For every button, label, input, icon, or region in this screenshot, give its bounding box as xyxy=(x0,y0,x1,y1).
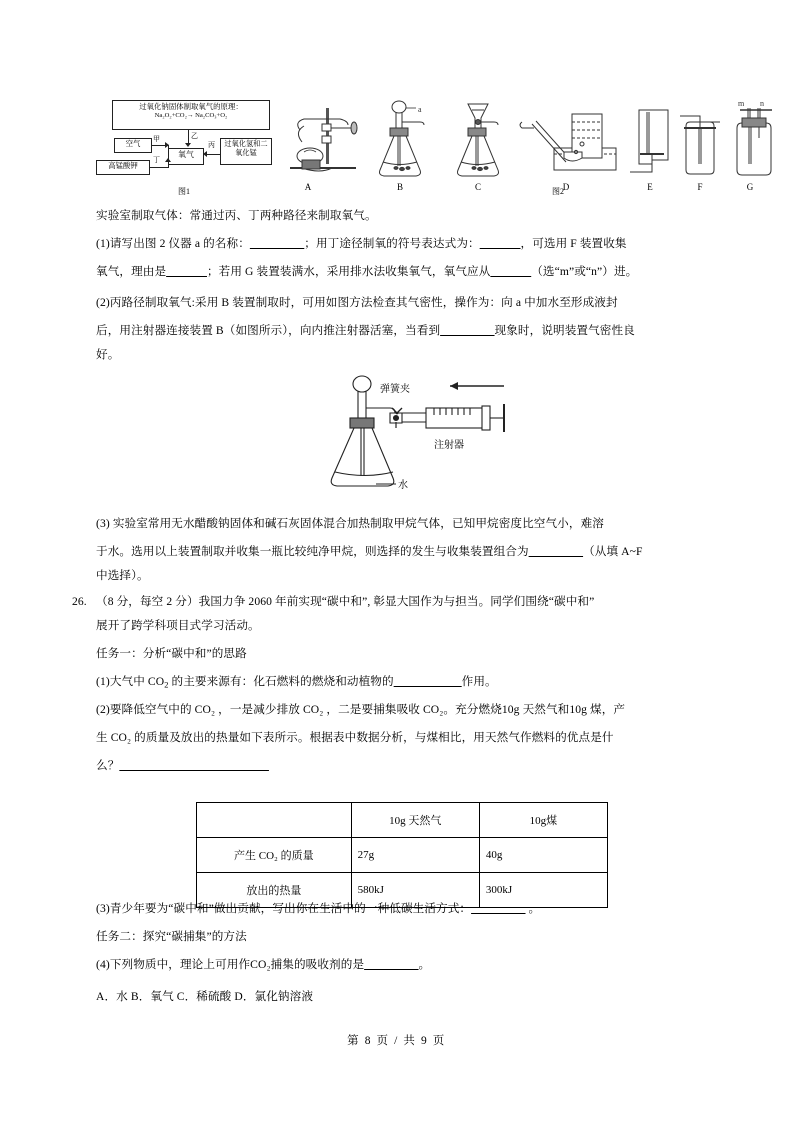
principle-equation: Na₂O₂+CO₂→ Na₂CO₃+O₂ xyxy=(154,111,228,119)
q25-p1-line1: (1)请写出图 2 仪器 a 的名称：＿＿＿＿；用丁途径制氧的符号表达式为：＿＿＿，可选用 F 装置收集 xyxy=(96,237,627,250)
apparatus-a-diagram xyxy=(282,104,374,180)
q25-p3-line2: 于水。选用以上装置制取并收集一瓶比较纯净甲烷，则选择的发生与收集装置组合为＿＿＿＿（从填 A~F xyxy=(96,545,643,558)
apparatus-f-diagram xyxy=(676,106,726,180)
figure-2-caption: 图2 xyxy=(552,187,564,196)
figure-3-airtightness xyxy=(318,372,518,500)
label-yi: 乙 xyxy=(191,132,198,140)
q26-p1: (1)大气中 $CO_2$ 的主要来源有：化石燃料的燃烧和动植物的＿＿＿＿＿作用。 xyxy=(96,675,497,690)
principle-title: 过氧化钠固体制取氧气的原理： xyxy=(139,102,243,111)
q25-p1-line2: 氧气，理由是＿＿＿；若用 G 装置装满水，采用排水法收集氧气，氧气应从＿＿＿（选“m”或“n”）进。 xyxy=(96,265,638,278)
apparatus-g-diagram xyxy=(726,100,782,180)
q26-p2-line3: 么？＿＿＿＿＿＿＿＿＿＿＿ xyxy=(96,759,269,772)
q26-p2-line2: 生 CO₂ 的质量及放出的热量如下表所示。根据表中数据分析，与煤相比，用天然气作燃料的优点是什 xyxy=(96,731,614,744)
arrow-kmno4-rise xyxy=(168,163,169,168)
apparatus-label-f: F xyxy=(697,182,703,192)
figure-1-flowchart xyxy=(96,100,272,202)
arrow-kmno4-head xyxy=(165,158,171,162)
table-corner-cell xyxy=(197,803,352,838)
box-oxygen: 氧气 xyxy=(168,148,204,165)
table-row xyxy=(197,838,608,873)
table-header-row xyxy=(197,803,608,838)
q25-intro: 实验室制取气体：常通过丙、丁两种路径来制取氧气。 xyxy=(96,209,377,222)
label-water: 水 xyxy=(398,480,408,491)
svg-text:m: m xyxy=(738,100,745,108)
table-cell-heat-natural-gas: 580kJ xyxy=(351,873,479,908)
q26-task2: 任务二：探究“碳捕集”的方法 xyxy=(96,930,247,943)
figure-3-diagram xyxy=(318,372,518,500)
arrow-h2o2-head xyxy=(203,151,207,157)
table-row-label-heat: 放出的热量 xyxy=(197,873,352,908)
fuel-comparison-table xyxy=(196,802,608,908)
q26-p4: (4)下列物质中，理论上可用作CO₂捕集的吸收剂的是＿＿＿＿。 xyxy=(96,958,431,971)
table-cell-co2-coal: 40g xyxy=(479,838,607,873)
arrow-air-drop xyxy=(168,145,169,150)
arrow-yi-head xyxy=(185,143,191,147)
principle-box xyxy=(112,100,270,130)
table-header-coal: 10g煤 xyxy=(479,803,607,838)
q26-p2-line1: (2)要降低空气中的 CO₂ ，一是减少排放 CO₂ ，二是要捕集吸收 CO₂。充分燃烧10g 天然气和10g 煤，产 xyxy=(96,703,626,716)
q26-p3: (3)青少年要为“碳中和”做出贡献，写出你在生活中的一种低碳生活方式：＿＿＿＿ 。 xyxy=(96,902,541,915)
table-cell-heat-coal: 300kJ xyxy=(479,873,607,908)
apparatus-e-diagram xyxy=(626,106,676,180)
q26-options: A．水 B．氧气 C．稀硫酸 D．氯化钠溶液 xyxy=(96,990,314,1003)
figure-2-apparatus xyxy=(282,100,764,202)
svg-text:a: a xyxy=(418,105,422,114)
table-cell-co2-natural-gas: 27g xyxy=(351,838,479,873)
label-jia: 甲 xyxy=(153,135,160,143)
apparatus-label-b: B xyxy=(396,182,403,192)
q26-stem-line1: （8 分，每空 2 分）我国力争 2060 年前实现“碳中和”, 彰显大国作为与担当。同学们围绕“碳中和” xyxy=(96,595,595,608)
table-header-natural-gas: 10g 天然气 xyxy=(351,803,479,838)
apparatus-label-a: A xyxy=(304,182,312,192)
q25-p2-line3: 好。 xyxy=(96,348,120,361)
page-footer: 第 8 页 / 共 9 页 xyxy=(347,1035,446,1047)
table-row-label-co2-mass: 产生 CO₂ 的质量 xyxy=(197,838,352,873)
label-ding: 丁 xyxy=(153,156,160,164)
apparatus-b-diagram xyxy=(372,100,438,180)
label-bing: 丙 xyxy=(208,141,215,149)
q25-p2-line2: 后，用注射器连接装置 B（如图所示），向内推注射器活塞，当看到＿＿＿＿现象时，说明装置气密性良 xyxy=(96,324,635,337)
apparatus-d-diagram xyxy=(518,108,626,180)
arrow-h2o2-stem xyxy=(206,154,220,155)
apparatus-label-c: C xyxy=(474,182,481,192)
q25-p2-line1: (2)丙路径制取氧气:采用 B 装置制取时，可用如图方法检查其气密性，操作为：向 a 中加水至形成液封 xyxy=(96,296,618,309)
svg-text:n: n xyxy=(760,100,764,108)
box-hydrogen-peroxide: 过氧化氢和二氧化锰 xyxy=(220,138,272,165)
figure-1-caption: 图1 xyxy=(178,187,190,196)
label-syringe: 注射器 xyxy=(434,440,464,451)
apparatus-label-g: G xyxy=(746,182,754,192)
box-potassium-permanganate: 高锰酸钾 xyxy=(96,160,150,175)
q26-task1: 任务一：分析“碳中和”的思路 xyxy=(96,647,247,660)
apparatus-label-d: D xyxy=(562,182,570,192)
figure-block xyxy=(96,100,764,202)
q25-p3-line3: 中选择）。 xyxy=(96,569,149,582)
q26-stem-line2: 展开了跨学科项目式学习活动。 xyxy=(96,619,260,632)
q25-p3-line1: (3) 实验室常用无水醋酸钠固体和碱石灰固体混合加热制取甲烷气体，已知甲烷密度比空气小，难溶 xyxy=(96,517,604,530)
box-air: 空气 xyxy=(114,138,152,153)
apparatus-c-diagram xyxy=(450,100,516,180)
q26-number: 26. xyxy=(72,595,87,608)
label-spring-clamp: 弹簧夹 xyxy=(380,384,410,395)
apparatus-label-e: E xyxy=(647,182,653,192)
arrow-kmno4-stem xyxy=(150,167,168,168)
arrow-yi-stem xyxy=(188,130,189,144)
